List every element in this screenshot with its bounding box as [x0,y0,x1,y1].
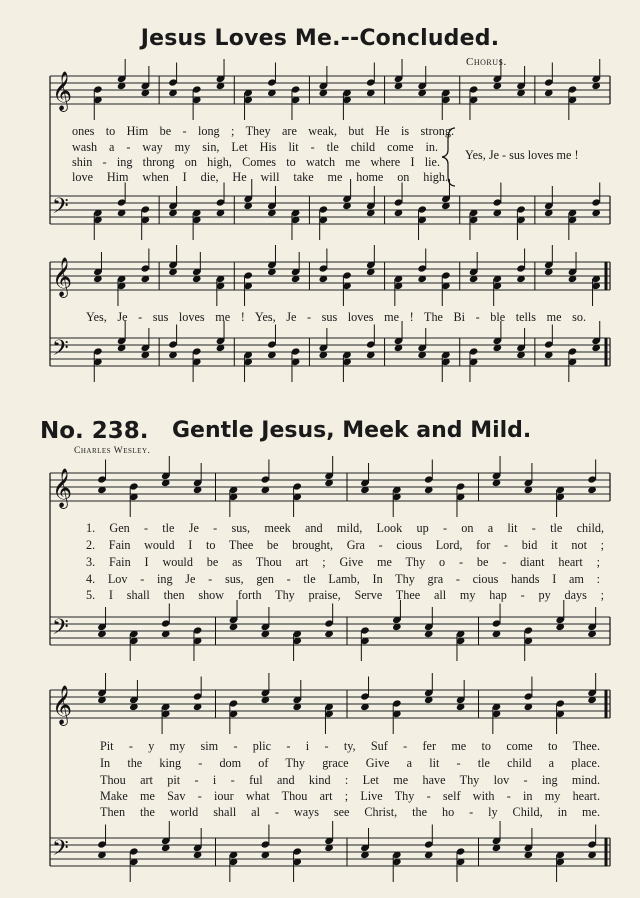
sys3-treble-clef: 𝄞 [52,468,73,508]
chorus-label: Chorus. [466,56,507,68]
verse-1-line-b: Pit - y my sim - plic - i - ty, Suf - fer me to come to Thee. [100,739,600,753]
refrain-words: Yes, Je - sus loves me ! [465,148,579,162]
verse-3-line-a: 3. Fain I would be as Thou art ; Give me Thy o - be - diant heart ; [86,555,600,569]
verse-4-line-b: Make me Sav - iour what Thou art ; Live Thy - self with - in my heart. [100,789,600,803]
hymn-title: Gentle Jesus, Meek and Mild. [172,418,532,443]
sys2-bass-clef: 𝄢 [52,336,69,366]
sys2-treble-clef: 𝄞 [52,257,73,297]
sys1-treble-clef: 𝄞 [52,71,73,111]
verse-1-line-a: 1. Gen - tle Je - sus, meek and mild, Look up - on a lit - tle child, [86,521,604,535]
verse-5-line-b: Then the world shall al - ways see Christ, the ho - ly Child, in me. [100,805,600,819]
verse-3-line-b: Thou art pit - i - ful and kind : Let me have Thy lov - ing mind. [100,773,600,787]
verse-line-3: shin - ing throng on high, Comes to watch me where I lie. [72,155,440,169]
hymn-continued-title: Jesus Loves Me.--Concluded. [140,26,500,51]
hymn-number: No. 238. [40,418,149,444]
verse-5-line-a: 5. I shall then show forth Thy praise, Serve Thee all my hap - py days ; [86,588,604,602]
verse-line-1: ones to Him be - long ; They are weak, but He is strong. [72,124,454,138]
chorus-line: Yes, Je - sus loves me ! Yes, Je - sus loves me ! The Bi - ble tells me so. [86,310,586,324]
verse-line-2: wash a - way my sin, Let His lit - tle child come in. [72,140,438,154]
sys1-bass-clef: 𝄢 [52,194,69,224]
hymn-author: Charles Wesley. [74,446,151,456]
verse-2-line-b: In the king - dom of Thy grace Give a lit - tle child a place. [100,756,600,770]
verse-4-line-a: 4. Lov - ing Je - sus, gen - tle Lamb, In Thy gra - cious hands I am : [86,572,600,586]
sys3-bass-clef: 𝄢 [52,615,69,645]
sys4-bass-clef: 𝄢 [52,836,69,866]
sys4-treble-clef: 𝄞 [52,685,73,725]
verse-line-4: love Him when I die, He will take me home on high. [72,170,448,184]
verse-2-line-a: 2. Fain would I to Thee be brought, Gra - cious Lord, for - bid it not ; [86,538,604,552]
